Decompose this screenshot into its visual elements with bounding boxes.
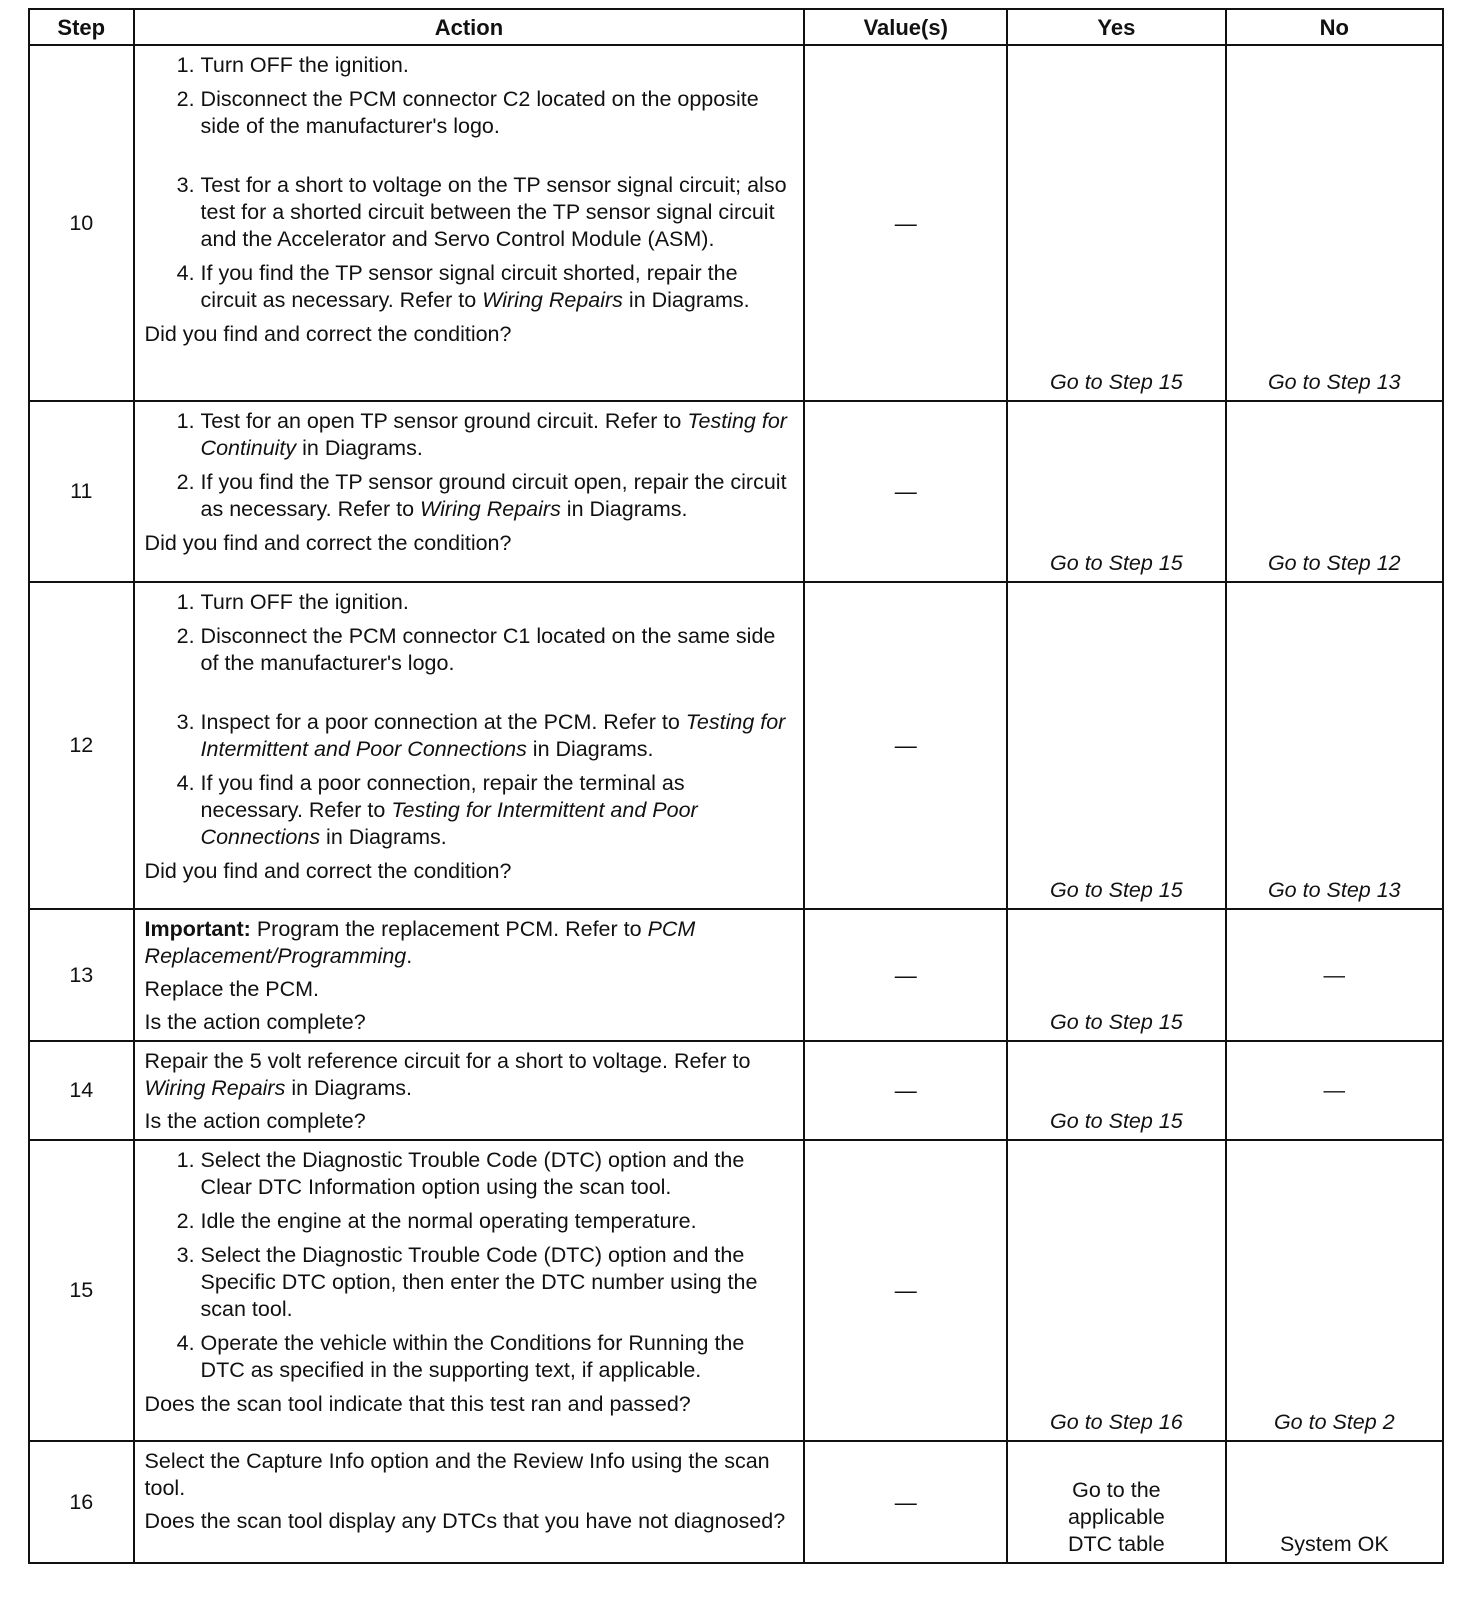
no-link[interactable]: Go to Step 2 (1226, 1140, 1443, 1441)
action-cell (134, 45, 805, 401)
yes-link[interactable]: Go to Step 16 (1007, 1140, 1225, 1441)
yes-link[interactable]: Go to Step 15 (1007, 401, 1225, 582)
list-item: 1. Select the Diagnostic Trouble Code (DTC) option and the Clear DTC Information option using the scan tool. (176, 1148, 745, 1199)
important-label: Important: (144, 917, 251, 941)
list-item: 4. Operate the vehicle within the Conditions for Running the DTC as specified in the supporting text, if applicable. (176, 1331, 745, 1382)
table-row (29, 401, 1443, 582)
step-number: 14 (29, 1041, 134, 1140)
action-cell (134, 401, 805, 582)
list-item: 2. Disconnect the PCM connector C2 located on the opposite side of the manufacturer's logo. (176, 87, 759, 138)
value-cell: — (804, 401, 1007, 582)
table-row (29, 1140, 1443, 1441)
yes-link[interactable]: Go to Step 15 (1007, 909, 1225, 1041)
action-cell (134, 1441, 805, 1563)
list-item: 1. Test for an open TP sensor ground circuit. Refer to Testing for Continuity in Diagrams. (176, 409, 787, 460)
list-item: 3. Test for a short to voltage on the TP sensor signal circuit; also test for a shorted circuit between the TP sensor signal circuit and the Accelerator and Servo Control Module (ASM). (176, 173, 787, 251)
header-no: No (1226, 9, 1443, 45)
question-text: Did you find and correct the condition? (144, 322, 512, 346)
table-row (29, 45, 1443, 401)
value-cell: — (804, 45, 1007, 401)
no-link[interactable]: Go to Step 13 (1226, 45, 1443, 401)
list-item: 2. Idle the engine at the normal operating temperature. (176, 1209, 697, 1233)
header-step: Step (29, 9, 134, 45)
value-cell: — (804, 1041, 1007, 1140)
question-text: Did you find and correct the condition? (144, 859, 512, 883)
header-values: Value(s) (804, 9, 1007, 45)
action-text: Select the Capture Info option and the Review Info using the scan tool. (144, 1449, 770, 1500)
table-row (29, 1041, 1443, 1140)
step-number: 12 (29, 582, 134, 909)
value-cell: — (804, 1441, 1007, 1563)
no-value: — (1226, 1041, 1443, 1140)
list-item: 1. Turn OFF the ignition. (176, 53, 409, 77)
yes-link[interactable]: Go to the applicable DTC table (1007, 1441, 1225, 1563)
yes-link[interactable]: Go to Step 15 (1007, 45, 1225, 401)
value-cell: — (804, 582, 1007, 909)
list-item: 3. Inspect for a poor connection at the PCM. Refer to Testing for Intermittent and Poor Connections in Diagrams. (176, 710, 786, 761)
question-text: Does the scan tool display any DTCs that you have not diagnosed? (144, 1509, 786, 1533)
action-text: Repair the 5 volt reference circuit for a short to voltage. Refer to Wiring Repairs in Diagrams. (144, 1049, 751, 1100)
diagnostic-table (28, 8, 1444, 1564)
no-value: System OK (1226, 1441, 1443, 1563)
list-item: 4. If you find a poor connection, repair the terminal as necessary. Refer to Testing for Intermittent and Poor Connections in Diagrams. (176, 771, 698, 849)
yes-link[interactable]: Go to Step 15 (1007, 582, 1225, 909)
action-cell (134, 1041, 805, 1140)
no-link[interactable]: Go to Step 13 (1226, 582, 1443, 909)
header-yes: Yes (1007, 9, 1225, 45)
step-number: 15 (29, 1140, 134, 1441)
list-item: 2. Disconnect the PCM connector C1 located on the same side of the manufacturer's logo. (176, 624, 776, 675)
action-list (145, 589, 790, 851)
value-cell: — (804, 1140, 1007, 1441)
no-link[interactable]: Go to Step 12 (1226, 401, 1443, 582)
step-number: 10 (29, 45, 134, 401)
action-cell (134, 582, 805, 909)
question-text: Does the scan tool indicate that this test ran and passed? (144, 1392, 691, 1416)
action-text: Replace the PCM. (144, 977, 320, 1001)
yes-link[interactable]: Go to Step 15 (1007, 1041, 1225, 1140)
step-number: 13 (29, 909, 134, 1041)
step-number: 16 (29, 1441, 134, 1563)
step-number: 11 (29, 401, 134, 582)
question-text: Is the action complete? (144, 1109, 366, 1133)
table-row (29, 1441, 1443, 1563)
question-text: Is the action complete? (144, 1010, 366, 1034)
list-item: 1. Turn OFF the ignition. (176, 590, 409, 614)
header-action: Action (134, 9, 805, 45)
question-text: Did you find and correct the condition? (144, 531, 512, 555)
list-item: 2. If you find the TP sensor ground circuit open, repair the circuit as necessary. Refer to Wiring Repairs in Diagrams. (176, 470, 787, 521)
action-cell (134, 1140, 805, 1441)
no-value: — (1226, 909, 1443, 1041)
list-item: 4. If you find the TP sensor signal circuit shorted, repair the circuit as necessary. Refer to Wiring Repairs in Diagrams. (176, 261, 750, 312)
header-row (29, 9, 1443, 45)
table-row (29, 909, 1443, 1041)
table-row (29, 582, 1443, 909)
action-cell (134, 909, 805, 1041)
action-list (145, 1147, 790, 1384)
action-list (145, 408, 790, 523)
action-list (145, 52, 790, 314)
value-cell: — (804, 909, 1007, 1041)
list-item: 3. Select the Diagnostic Trouble Code (DTC) option and the Specific DTC option, then enter the DTC number using the scan tool. (176, 1243, 758, 1321)
important-note: Important: Program the replacement PCM. Refer to PCM Replacement/Programming. (144, 917, 696, 968)
